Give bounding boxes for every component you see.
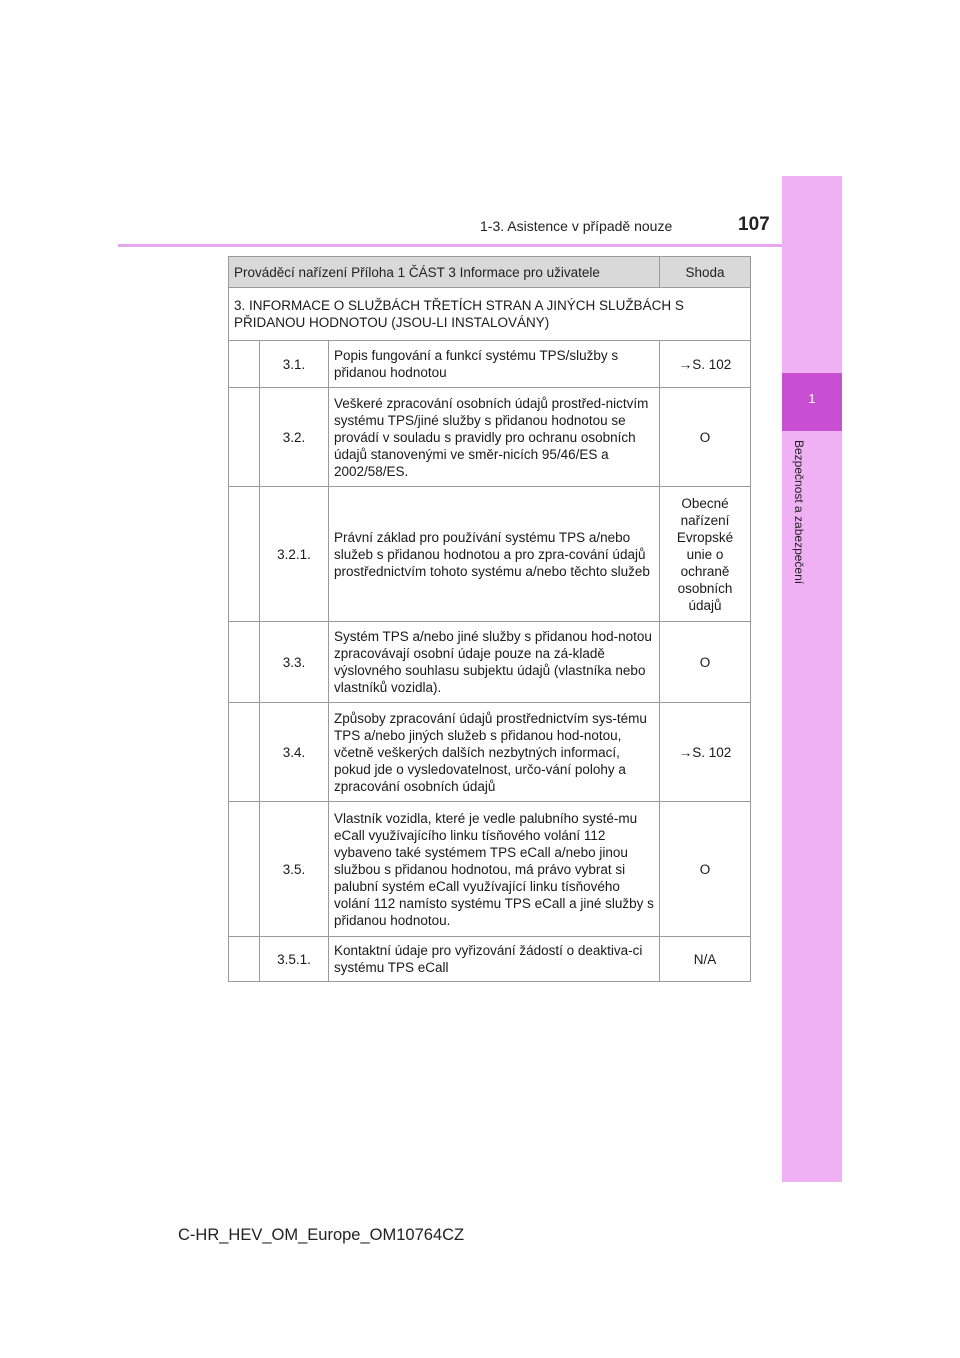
chapter-side-tab	[782, 176, 842, 1182]
header-section-title: 1-3. Asistence v případě nouze	[480, 218, 673, 234]
chapter-label: Bezpečnost a zabezpečení	[792, 440, 806, 585]
row-description: Vlastník vozidla, které je vedle palubního systé-mu eCall využívajícího linku tísňového volání 112 vybaveno také systémem TPS eCall a/nebo jinou službou s přidanou hodnotou, má právo vybrat si palubní systém eCall využívající linku tísňového volání 112 namísto systému TPS eCall a jiné služby s přidanou hodnotou.	[329, 802, 660, 937]
section-title: 3. INFORMACE O SLUŽBÁCH TŘETÍCH STRAN A JINÝCH SLUŽBÁCH S PŘIDANOU HODNOTOU (JSOU-LI INSTALOVÁNY)	[229, 288, 751, 341]
row-status: O	[660, 622, 751, 703]
table-row	[229, 937, 751, 982]
row-status: Obecné nařízení Evropské unie o ochraně osobních údajů	[660, 487, 751, 622]
row-status: →S. 102	[660, 703, 751, 802]
row-number: 3.4.	[260, 703, 329, 802]
indent-cell	[229, 487, 260, 622]
row-status: N/A	[660, 937, 751, 982]
status-column-header: Shoda	[660, 257, 751, 288]
section-title-row	[229, 288, 751, 341]
table-row	[229, 341, 751, 388]
row-description: Právní základ pro používání systému TPS a/nebo služeb s přidanou hodnotou a pro zpra-cování údajů prostřednictvím tohoto systému a/nebo těchto služeb	[329, 487, 660, 622]
row-number: 3.2.	[260, 388, 329, 487]
document-code: C-HR_HEV_OM_Europe_OM10764CZ	[178, 1226, 465, 1244]
indent-cell	[229, 341, 260, 388]
indent-cell	[229, 802, 260, 937]
row-number: 3.1.	[260, 341, 329, 388]
row-number: 3.5.1.	[260, 937, 329, 982]
row-description: Kontaktní údaje pro vyřizování žádostí o deaktiva-ci systému TPS eCall	[329, 937, 660, 982]
row-description: Způsoby zpracování údajů prostřednictvím sys-tému TPS a/nebo jiných služeb s přidanou hod-notou, včetně veškerých dalších nezbytných informací, pokud jde o vysledovatelnost, určo-vání polohy a zpracování osobních údajů	[329, 703, 660, 802]
compliance-table	[228, 256, 751, 982]
table-row	[229, 487, 751, 622]
row-description: Systém TPS a/nebo jiné služby s přidanou hod-notou zpracovávají osobní údaje pouze na zá-kladě výslovného souhlasu subjektu údajů (vlastníka nebo vlastníků vozidla).	[329, 622, 660, 703]
chapter-number: 1	[808, 391, 816, 406]
table-row	[229, 388, 751, 487]
row-description: Veškeré zpracování osobních údajů prostřed-nictvím systému TPS/jiné služby s přidanou hodnotou se provádí v souladu s pravidly pro ochranu osobních údajů stanovenými ve směr-nicích 95/46/ES a 2002/58/ES.	[329, 388, 660, 487]
indent-cell	[229, 622, 260, 703]
header-divider	[118, 244, 782, 247]
row-number: 3.5.	[260, 802, 329, 937]
page-number: 107	[738, 214, 770, 235]
table-row	[229, 703, 751, 802]
row-description: Popis fungování a funkcí systému TPS/služby s přidanou hodnotou	[329, 341, 660, 388]
requirement-column-header: Prováděcí nařízení Příloha 1 ČÁST 3 Informace pro uživatele	[229, 257, 660, 288]
row-status: O	[660, 388, 751, 487]
indent-cell	[229, 703, 260, 802]
indent-cell	[229, 388, 260, 487]
row-status: →S. 102	[660, 341, 751, 388]
indent-cell	[229, 937, 260, 982]
table-header-row	[229, 257, 751, 288]
table-row	[229, 802, 751, 937]
row-number: 3.2.1.	[260, 487, 329, 622]
row-status: O	[660, 802, 751, 937]
table-row	[229, 622, 751, 703]
row-number: 3.3.	[260, 622, 329, 703]
